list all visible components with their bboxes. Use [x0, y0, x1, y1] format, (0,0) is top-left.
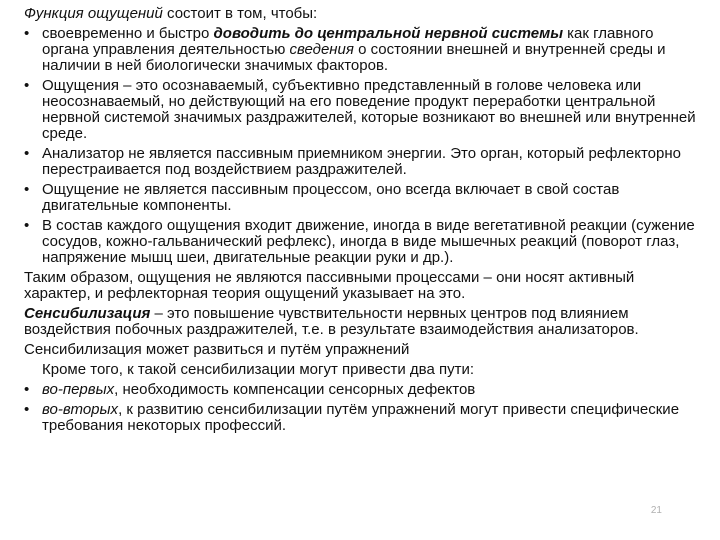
way-label: во-первых — [42, 381, 115, 398]
bullet-text: Ощущение не является пассивным процессом, оно всегда включает в свой состав двигательные компоненты. — [42, 181, 620, 214]
bullet-text: своевременно и быстро — [42, 25, 214, 42]
bullet-text: как главного органа управления деятельностью — [42, 25, 654, 58]
way-item — [24, 402, 696, 434]
bullet-item — [24, 26, 696, 74]
bullet-item — [24, 78, 696, 142]
bullet-item — [24, 182, 696, 214]
bullet-text-emphasis: доводить до центральной нервной системы — [213, 25, 563, 42]
intro-title-rest: состоит в том, чтобы: — [162, 5, 318, 22]
bullet-item — [24, 218, 696, 266]
term-sensitization: Сенсибилизация — [24, 305, 151, 322]
bullet-text: о состоянии внешней и внутренней среды и наличии в ней биологически значимых факторов. — [42, 41, 666, 74]
intro-line — [24, 6, 696, 22]
way-item — [24, 382, 696, 398]
bullet-text: Анализатор не является пассивным приемником энергии. Это орган, который рефлекторно перестраивается под воздействием раздражителей. — [42, 145, 681, 178]
way-text: , необходимость компенсации сенсорных дефектов — [114, 381, 476, 398]
definition-text: – это повышение чувствительности нервных центров под влиянием воздействия побочных раздражителей, т.е. в результате взаимодействия анализаторов. — [24, 305, 639, 338]
sensitization-exercise: Сенсибилизация может развиться и путём упражнений — [24, 341, 410, 358]
slide-content — [24, 6, 696, 438]
two-ways-line: Кроме того, к такой сенсибилизации могут привести два пути: — [42, 361, 475, 378]
page-number: 21 — [650, 505, 662, 516]
way-text: , к развитию сенсибилизации путём упражнений могут привести специфические требования некоторых профессий. — [42, 401, 680, 434]
way-label: во-вторых — [42, 401, 119, 418]
intro-title-em: Функция ощущений — [24, 5, 163, 22]
bullet-text: Ощущения – это осознаваемый, субъективно представленный в голове человека или неосознаваемый, но действующий на его поведение продукт переработки центральной нервной системой значимых раздражителей, которые возникают во внешней или внутренней среде. — [42, 77, 696, 142]
bullet-item — [24, 146, 696, 178]
bullet-text-italic: сведения — [289, 41, 354, 58]
sensitization-definition — [24, 306, 696, 338]
conclusion-paragraph: Таким образом, ощущения не являются пассивными процессами – они носят активный характер, и рефлекторная теория ощущений указывает на это. — [24, 269, 635, 302]
bullet-text: В состав каждого ощущения входит движение, иногда в виде вегетативной реакции (сужение сосудов, кожно-гальванический рефлекс), иногда в виде мышечных реакций (поворот глаз, напряжение мышц шеи, двигательные реакции руки и др.). — [42, 217, 695, 266]
